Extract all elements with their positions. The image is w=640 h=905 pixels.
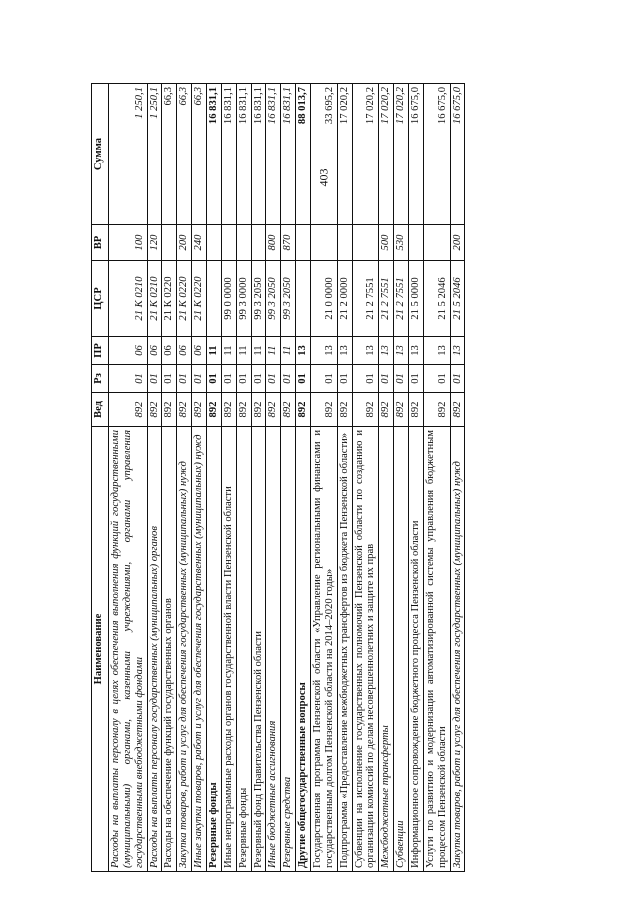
cell-sum: 66,3 xyxy=(162,84,177,225)
cell-name: Расходы на выплаты персоналу в целях обеспечения выполнения функций государственными (муниципальными) органами, казенными учреждениями, органами управления государственными внебюджетными фондами xyxy=(109,427,148,872)
cell-pr: 13 xyxy=(379,337,394,365)
cell-ved: 892 xyxy=(221,393,236,427)
cell-sum: 66,3 xyxy=(177,84,192,225)
header-rz: Рз xyxy=(92,365,109,393)
table-row xyxy=(221,84,236,872)
cell-ved: 892 xyxy=(207,393,222,427)
cell-vr xyxy=(311,225,338,261)
cell-vr: 800 xyxy=(266,225,281,261)
cell-vr xyxy=(423,225,450,261)
cell-name: Иные закупки товаров, работ и услуг для обеспечения государственных (муниципальных) нужд xyxy=(192,427,207,872)
cell-csr xyxy=(207,261,222,337)
cell-rz: 01 xyxy=(379,365,394,393)
table-row xyxy=(337,84,352,872)
cell-vr xyxy=(207,225,222,261)
cell-name: Расходы на обеспечение функций государственных органов xyxy=(162,427,177,872)
cell-rz: 01 xyxy=(423,365,450,393)
cell-ved: 892 xyxy=(177,393,192,427)
cell-sum: 88 013,7 xyxy=(296,84,311,225)
cell-ved: 892 xyxy=(352,393,379,427)
cell-ved: 892 xyxy=(266,393,281,427)
cell-name: Услуги по развитию и модернизации автоматизированной системы управления бюджетным процессом Пензенской области xyxy=(423,427,450,872)
cell-csr: 21 2 0000 xyxy=(337,261,352,337)
cell-sum: 16 831,1 xyxy=(236,84,251,225)
cell-csr: 99 3 2050 xyxy=(266,261,281,337)
cell-vr xyxy=(162,225,177,261)
cell-csr: 21 К 0220 xyxy=(192,261,207,337)
cell-pr: 13 xyxy=(423,337,450,365)
cell-csr: 21 К 0220 xyxy=(162,261,177,337)
cell-rz: 01 xyxy=(236,365,251,393)
table-row xyxy=(379,84,394,872)
cell-sum: 66,3 xyxy=(192,84,207,225)
cell-rz: 01 xyxy=(192,365,207,393)
cell-vr xyxy=(337,225,352,261)
cell-pr: 11 xyxy=(251,337,266,365)
cell-ved: 892 xyxy=(311,393,338,427)
cell-rz: 01 xyxy=(394,365,409,393)
cell-pr: 11 xyxy=(266,337,281,365)
cell-sum: 17 020,2 xyxy=(379,84,394,225)
cell-ved: 892 xyxy=(296,393,311,427)
cell-csr: 21 К 0220 xyxy=(177,261,192,337)
cell-rz: 01 xyxy=(409,365,424,393)
cell-csr: 21 5 0000 xyxy=(409,261,424,337)
table-row xyxy=(266,84,281,872)
cell-vr: 240 xyxy=(192,225,207,261)
cell-name: Резервные фонды xyxy=(207,427,222,872)
cell-rz: 01 xyxy=(251,365,266,393)
cell-rz: 01 xyxy=(311,365,338,393)
cell-name: Расходы на выплаты персоналу государственных (муниципальных) органов xyxy=(147,427,162,872)
cell-pr: 11 xyxy=(281,337,296,365)
cell-ved: 892 xyxy=(394,393,409,427)
cell-ved: 892 xyxy=(109,393,148,427)
cell-csr: 21 2 7551 xyxy=(352,261,379,337)
cell-name: Резервные фонды xyxy=(236,427,251,872)
cell-pr: 11 xyxy=(207,337,222,365)
cell-pr: 06 xyxy=(192,337,207,365)
cell-vr xyxy=(236,225,251,261)
table-row xyxy=(423,84,450,872)
header-pr: ПР xyxy=(92,337,109,365)
cell-csr: 21 2 7551 xyxy=(379,261,394,337)
cell-ved: 892 xyxy=(409,393,424,427)
cell-pr: 11 xyxy=(221,337,236,365)
cell-sum: 16 831,1 xyxy=(266,84,281,225)
cell-vr: 530 xyxy=(394,225,409,261)
cell-sum: 1 250,1 xyxy=(109,84,148,225)
cell-rz: 01 xyxy=(207,365,222,393)
cell-rz: 01 xyxy=(296,365,311,393)
cell-name: Иные непрограммные расходы органов государственной власти Пензенской области xyxy=(221,427,236,872)
cell-pr: 13 xyxy=(337,337,352,365)
cell-ved: 892 xyxy=(162,393,177,427)
cell-vr xyxy=(409,225,424,261)
cell-name: Иные бюджетные ассигнования xyxy=(266,427,281,872)
table-row xyxy=(147,84,162,872)
cell-vr: 870 xyxy=(281,225,296,261)
table-row xyxy=(409,84,424,872)
cell-name: Резервные средства xyxy=(281,427,296,872)
cell-name: Закупка товаров, работ и услуг для обеспечения государственных (муниципальных) нужд xyxy=(450,427,465,872)
cell-sum: 16 831,1 xyxy=(251,84,266,225)
cell-pr: 13 xyxy=(409,337,424,365)
cell-sum: 33 695,2 xyxy=(311,84,338,225)
cell-pr: 13 xyxy=(352,337,379,365)
cell-csr: 21 5 2046 xyxy=(450,261,465,337)
cell-csr: 21 5 2046 xyxy=(423,261,450,337)
cell-vr: 200 xyxy=(450,225,465,261)
table-row xyxy=(177,84,192,872)
cell-csr: 21 0 0000 xyxy=(311,261,338,337)
cell-name: Резервный фонд Правительства Пензенской области xyxy=(251,427,266,872)
cell-pr: 06 xyxy=(162,337,177,365)
cell-vr: 120 xyxy=(147,225,162,261)
cell-sum: 17 020,2 xyxy=(352,84,379,225)
header-name: Наименование xyxy=(92,427,109,872)
cell-vr xyxy=(221,225,236,261)
table-row xyxy=(394,84,409,872)
table-row xyxy=(162,84,177,872)
table-row xyxy=(109,84,148,872)
header-sum: Сумма xyxy=(92,84,109,225)
cell-pr: 11 xyxy=(236,337,251,365)
cell-csr: 99 3 2050 xyxy=(251,261,266,337)
cell-pr: 06 xyxy=(147,337,162,365)
page-number: 403 xyxy=(316,168,331,187)
table-row xyxy=(236,84,251,872)
cell-name: Субвенции xyxy=(394,427,409,872)
cell-rz: 01 xyxy=(162,365,177,393)
cell-name: Государственная программа Пензенской области «Управление региональными финансами и государственным долгом Пензенской области на 2014–2020 годы» xyxy=(311,427,338,872)
cell-sum: 17 020,2 xyxy=(394,84,409,225)
cell-csr: 21 2 7551 xyxy=(394,261,409,337)
cell-name: Информационное сопровождение бюджетного процесса Пензенской области xyxy=(409,427,424,872)
cell-rz: 01 xyxy=(450,365,465,393)
cell-ved: 892 xyxy=(379,393,394,427)
cell-sum: 17 020,2 xyxy=(337,84,352,225)
cell-ved: 892 xyxy=(450,393,465,427)
cell-sum: 16 675,0 xyxy=(450,84,465,225)
cell-rz: 01 xyxy=(177,365,192,393)
cell-ved: 892 xyxy=(192,393,207,427)
cell-sum: 16 831,1 xyxy=(281,84,296,225)
cell-sum: 16 675,0 xyxy=(423,84,450,225)
cell-vr xyxy=(296,225,311,261)
cell-name: Закупка товаров, работ и услуг для обеспечения государственных (муниципальных) нужд xyxy=(177,427,192,872)
cell-sum: 1 250,1 xyxy=(147,84,162,225)
cell-sum: 16 675,0 xyxy=(409,84,424,225)
cell-pr: 06 xyxy=(177,337,192,365)
cell-name: Субвенции на исполнение государственных полномочий Пензенской области по созданию и организации комиссий по делам несовершеннолетних и защите их прав xyxy=(352,427,379,872)
header-csr: ЦСР xyxy=(92,261,109,337)
cell-ved: 892 xyxy=(337,393,352,427)
cell-csr: 99 3 2050 xyxy=(281,261,296,337)
cell-csr: 21 К 0210 xyxy=(109,261,148,337)
cell-name: Межбюджетные трансферты xyxy=(379,427,394,872)
cell-vr: 500 xyxy=(379,225,394,261)
cell-vr: 100 xyxy=(109,225,148,261)
table-header-row xyxy=(92,84,109,872)
cell-csr: 99 3 0000 xyxy=(236,261,251,337)
cell-rz: 01 xyxy=(352,365,379,393)
cell-rz: 01 xyxy=(266,365,281,393)
cell-pr: 13 xyxy=(311,337,338,365)
table-row xyxy=(251,84,266,872)
table-row xyxy=(296,84,311,872)
cell-csr xyxy=(296,261,311,337)
table-row xyxy=(311,84,338,872)
cell-ved: 892 xyxy=(236,393,251,427)
cell-rz: 01 xyxy=(281,365,296,393)
cell-pr: 13 xyxy=(296,337,311,365)
cell-csr: 21 К 0210 xyxy=(147,261,162,337)
cell-ved: 892 xyxy=(251,393,266,427)
cell-pr: 13 xyxy=(394,337,409,365)
cell-ved: 892 xyxy=(147,393,162,427)
cell-name: Другие общегосударственные вопросы xyxy=(296,427,311,872)
table-row xyxy=(207,84,222,872)
cell-rz: 01 xyxy=(147,365,162,393)
cell-sum: 16 831,1 xyxy=(207,84,222,225)
budget-table-sheet xyxy=(91,84,559,872)
table-row xyxy=(352,84,379,872)
cell-name: Подпрограмма «Предоставление межбюджетных трансфертов из бюджета Пензенской области» xyxy=(337,427,352,872)
table-row xyxy=(450,84,465,872)
cell-sum: 16 831,1 xyxy=(221,84,236,225)
header-ved: Вед xyxy=(92,393,109,427)
cell-vr xyxy=(352,225,379,261)
cell-vr xyxy=(251,225,266,261)
cell-rz: 01 xyxy=(109,365,148,393)
cell-rz: 01 xyxy=(337,365,352,393)
table-row xyxy=(281,84,296,872)
cell-pr: 13 xyxy=(450,337,465,365)
budget-table xyxy=(91,83,465,872)
cell-csr: 99 0 0000 xyxy=(221,261,236,337)
cell-rz: 01 xyxy=(221,365,236,393)
cell-pr: 06 xyxy=(109,337,148,365)
cell-vr: 200 xyxy=(177,225,192,261)
cell-ved: 892 xyxy=(423,393,450,427)
header-vr: ВР xyxy=(92,225,109,261)
table-row xyxy=(192,84,207,872)
cell-ved: 892 xyxy=(281,393,296,427)
